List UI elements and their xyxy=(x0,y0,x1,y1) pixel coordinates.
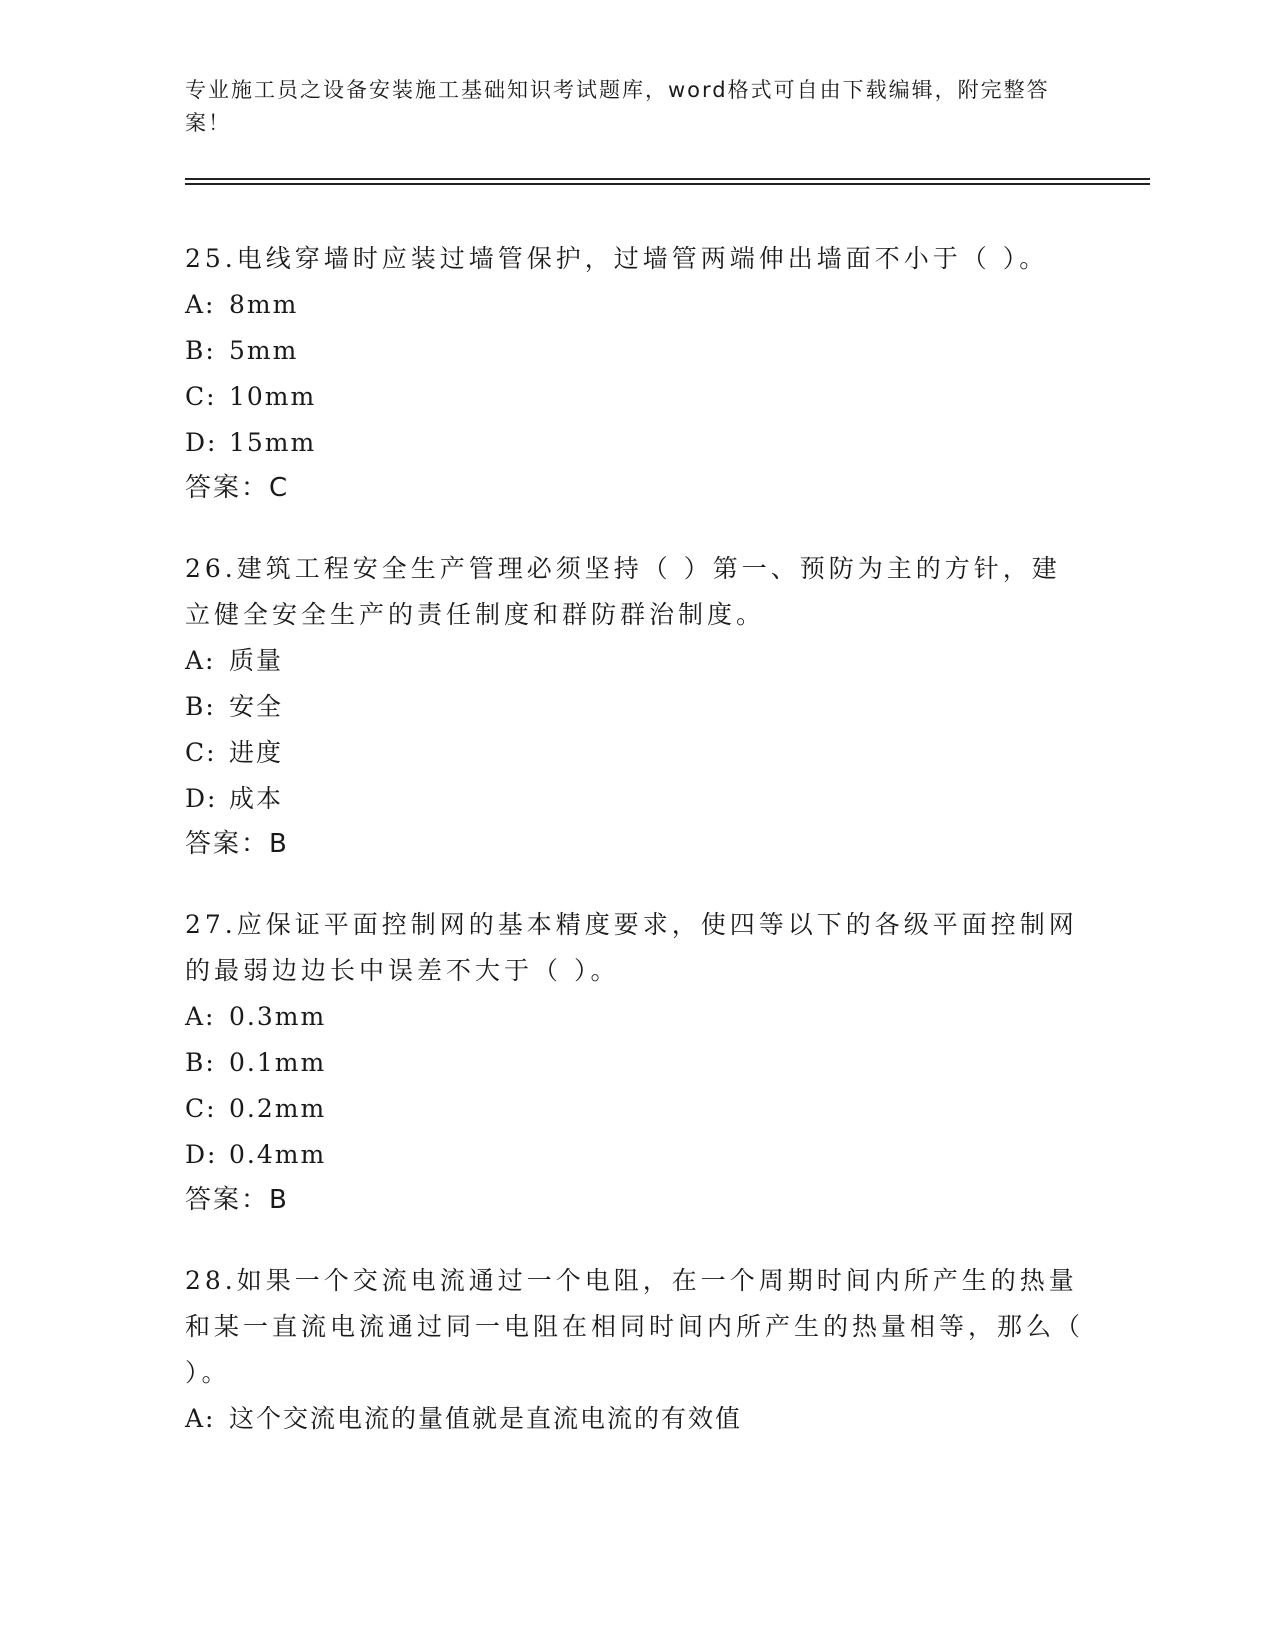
question-text: 27.应保证平面控制网的基本精度要求，使四等以下的各级平面控制网的最弱边边长中误差不大于（ ）。 xyxy=(185,910,1078,985)
question-26 xyxy=(185,546,1085,866)
option-value: 8mm xyxy=(229,290,299,319)
option-value: 0.3mm xyxy=(229,1002,327,1031)
option-d xyxy=(185,420,1085,466)
question-text: 25.电线穿墙时应装过墙管保护，过墙管两端伸出墙面不小于（ ）。 xyxy=(185,244,1049,273)
document-title: 专业施工员之设备安装施工基础知识考试题库，word格式可自由下载编辑，附完整答案！ xyxy=(185,78,1050,135)
option-letter: C: xyxy=(185,1094,217,1123)
option-letter: D: xyxy=(185,1140,218,1169)
option-letter: C: xyxy=(185,382,217,411)
option-letter: B: xyxy=(185,1048,216,1077)
question-28 xyxy=(185,1258,1085,1442)
answer-line: 答案：B xyxy=(185,829,289,859)
option-letter: A: xyxy=(185,1404,216,1433)
option-value: 成本 xyxy=(229,784,284,813)
option-letter: A: xyxy=(185,290,216,319)
option-letter: D: xyxy=(185,428,218,457)
header-divider-bottom xyxy=(185,183,1150,185)
option-d xyxy=(185,776,1085,822)
header-divider-top xyxy=(185,178,1150,180)
option-b xyxy=(185,1040,1085,1086)
question-text: 28.如果一个交流电流通过一个电阻，在一个周期时间内所产生的热量和某一直流电流通过同一电阻在相同时间内所产生的热量相等，那么（ ）。 xyxy=(185,1266,1085,1387)
option-value: 0.2mm xyxy=(229,1094,327,1123)
option-value: 15mm xyxy=(229,428,317,457)
answer-line: 答案：B xyxy=(185,1185,289,1215)
option-value: 10mm xyxy=(229,382,317,411)
option-value: 质量 xyxy=(229,646,284,675)
question-text: 26.建筑工程安全生产管理必须坚持（ ）第一、预防为主的方针，建立健全安全生产的责任制度和群防群治制度。 xyxy=(185,554,1061,629)
option-value: 进度 xyxy=(229,738,284,767)
option-a xyxy=(185,282,1085,328)
option-value: 5mm xyxy=(229,336,299,365)
answer-line: 答案：C xyxy=(185,473,290,503)
option-a xyxy=(185,994,1085,1040)
option-value: 0.4mm xyxy=(229,1140,327,1169)
option-letter: A: xyxy=(185,646,216,675)
option-c xyxy=(185,374,1085,420)
option-letter: A: xyxy=(185,1002,216,1031)
option-a xyxy=(185,638,1085,684)
option-a xyxy=(185,1396,1085,1442)
option-c xyxy=(185,1086,1085,1132)
question-25 xyxy=(185,236,1085,510)
option-b xyxy=(185,328,1085,374)
option-value: 0.1mm xyxy=(229,1048,327,1077)
option-d xyxy=(185,1132,1085,1178)
option-value: 这个交流电流的量值就是直流电流的有效值 xyxy=(229,1404,743,1433)
option-letter: D: xyxy=(185,784,218,813)
question-list xyxy=(185,236,1085,1478)
option-b xyxy=(185,684,1085,730)
option-letter: B: xyxy=(185,692,216,721)
question-27 xyxy=(185,902,1085,1222)
option-value: 安全 xyxy=(229,692,284,721)
option-letter: B: xyxy=(185,336,216,365)
option-letter: C: xyxy=(185,738,217,767)
option-c xyxy=(185,730,1085,776)
